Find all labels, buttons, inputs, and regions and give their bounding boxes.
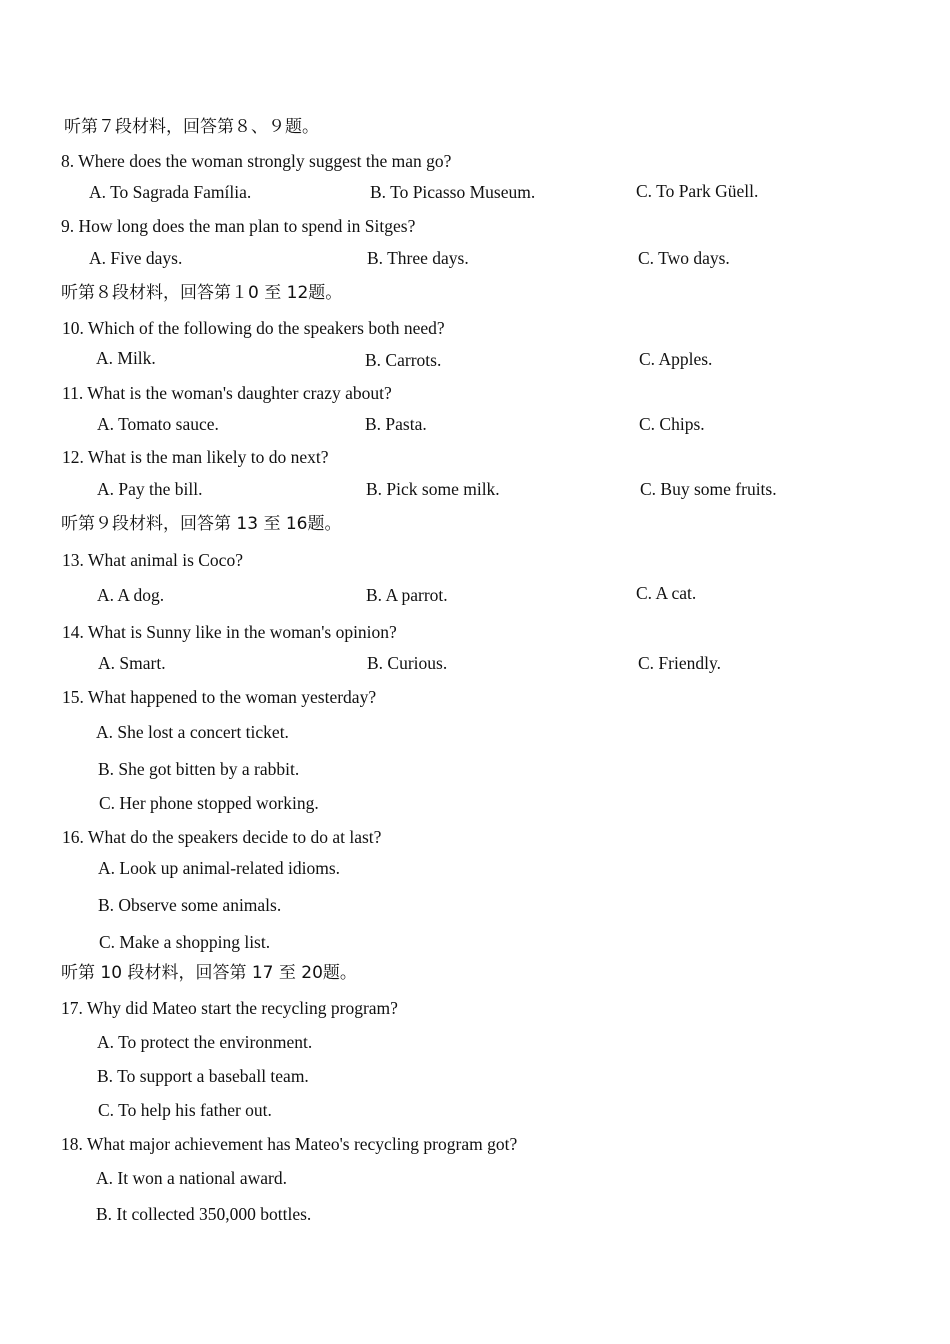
question-text: 18. What major achievement has Mateo's recycling program got? <box>61 1134 518 1154</box>
option-c: C. Apples. <box>639 349 713 369</box>
option-b: B. To Picasso Museum. <box>370 182 536 202</box>
question-text: 9. How long does the man plan to spend in Sitges? <box>61 216 416 236</box>
option-c: C. Her phone stopped working. <box>99 793 319 813</box>
option-c: C. A cat. <box>636 583 697 603</box>
question-text: 10. Which of the following do the speakers both need? <box>62 318 445 338</box>
option-b: B. She got bitten by a rabbit. <box>98 759 300 779</box>
option-c: C. To help his father out. <box>98 1100 272 1120</box>
option-b: B. It collected 350,000 bottles. <box>96 1204 312 1224</box>
section-heading: 听第 10 段材料，回答第 17 至 20题。 <box>61 963 357 983</box>
option-a: A. She lost a concert ticket. <box>96 722 289 742</box>
option-c: C. Friendly. <box>638 653 721 673</box>
option-b: B. Three days. <box>367 248 469 268</box>
option-a: A. Smart. <box>98 653 166 673</box>
question-text: 16. What do the speakers decide to do at last? <box>62 827 382 847</box>
option-c: C. Two days. <box>638 248 730 268</box>
section-heading: 听第９段材料，回答第 13 至 16题。 <box>61 514 342 534</box>
option-b: B. Observe some animals. <box>98 895 282 915</box>
option-b: B. Carrots. <box>365 350 442 370</box>
option-a: A. Look up animal-related idioms. <box>98 858 341 878</box>
option-b: B. To support a baseball team. <box>97 1066 309 1086</box>
question-text: 14. What is Sunny like in the woman's opinion? <box>62 622 397 642</box>
option-c: C. To Park Güell. <box>636 181 759 201</box>
question-text: 12. What is the man likely to do next? <box>62 447 329 467</box>
section-heading: 听第８段材料，回答第１0 至 12题。 <box>61 283 343 303</box>
option-b: B. Pasta. <box>365 414 427 434</box>
question-text: 13. What animal is Coco? <box>62 550 243 570</box>
option-a: A. To protect the environment. <box>97 1032 313 1052</box>
option-b: B. Curious. <box>367 653 448 673</box>
option-c: C. Make a shopping list. <box>99 932 271 952</box>
question-text: 17. Why did Mateo start the recycling program? <box>61 998 398 1018</box>
question-text: 11. What is the woman's daughter crazy about? <box>62 383 392 403</box>
option-a: A. Pay the bill. <box>97 479 203 499</box>
option-a: A. A dog. <box>97 585 165 605</box>
option-b: B. Pick some milk. <box>366 479 500 499</box>
option-c: C. Buy some fruits. <box>640 479 777 499</box>
section-heading: 听第７段材料，回答第８、９题。 <box>64 117 319 137</box>
option-a: A. It won a national award. <box>96 1168 287 1188</box>
option-a: A. Milk. <box>96 348 156 368</box>
option-a: A. To Sagrada Família. <box>89 182 252 202</box>
option-a: A. Tomato sauce. <box>97 414 219 434</box>
question-text: 8. Where does the woman strongly suggest the man go? <box>61 151 452 171</box>
question-text: 15. What happened to the woman yesterday? <box>62 687 377 707</box>
option-b: B. A parrot. <box>366 585 448 605</box>
option-a: A. Five days. <box>89 248 183 268</box>
option-c: C. Chips. <box>639 414 705 434</box>
